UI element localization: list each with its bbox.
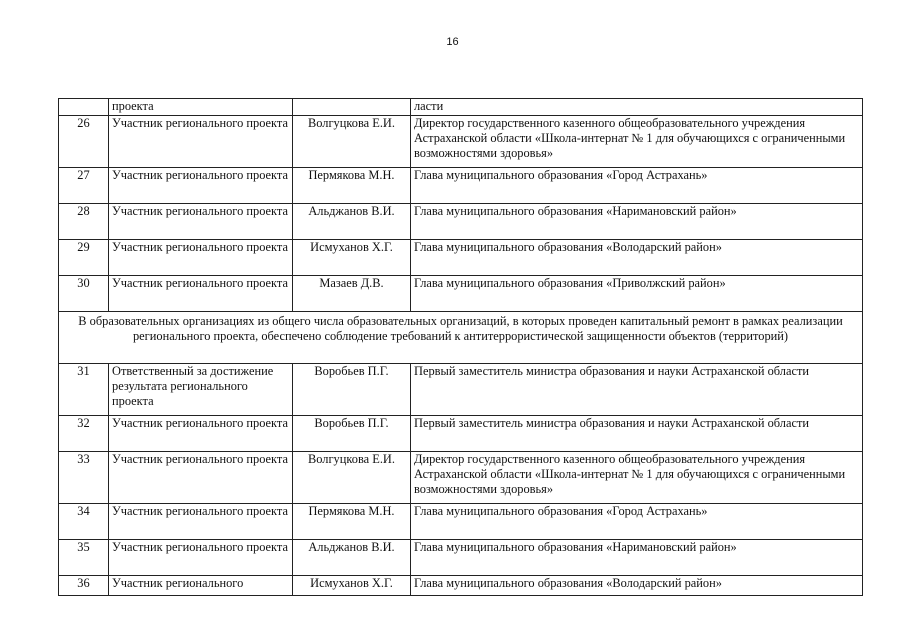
row-role: Участник регионального проекта [109, 504, 293, 540]
row-number: 31 [59, 364, 109, 416]
row-name: Альджанов В.И. [293, 204, 411, 240]
row-number: 33 [59, 452, 109, 504]
row-name: Воробьев П.Г. [293, 364, 411, 416]
row-number: 30 [59, 276, 109, 312]
row-role: Участник регионального проекта [109, 416, 293, 452]
table-row [59, 276, 863, 312]
table-row [59, 364, 863, 416]
row-role: Участник регионального проекта [109, 116, 293, 168]
table-row [59, 168, 863, 204]
section-heading-row [59, 312, 863, 364]
row-number: 29 [59, 240, 109, 276]
row-number: 34 [59, 504, 109, 540]
row-role: Участник регионального [109, 576, 293, 596]
table-row [59, 204, 863, 240]
row-name: Мазаев Д.В. [293, 276, 411, 312]
table-row [59, 116, 863, 168]
row-number: 32 [59, 416, 109, 452]
row-number: 28 [59, 204, 109, 240]
table-row [59, 504, 863, 540]
row-role: Участник регионального проекта [109, 540, 293, 576]
row-role: Участник регионального проекта [109, 452, 293, 504]
row-name: Пермякова М.Н. [293, 168, 411, 204]
row-name: Пермякова М.Н. [293, 504, 411, 540]
table-row [59, 240, 863, 276]
row-name: Альджанов В.И. [293, 540, 411, 576]
row-position: Директор государственного казенного общеобразовательного учреждения Астраханской области «Школа-интернат № 1 для обучающихся с ограниченными возможностями здоровья» [411, 452, 863, 504]
row-number [59, 99, 109, 116]
row-name: Исмуханов Х.Г. [293, 576, 411, 596]
row-number: 36 [59, 576, 109, 596]
row-role: Участник регионального проекта [109, 168, 293, 204]
table-row [59, 576, 863, 596]
row-role: Участник регионального проекта [109, 276, 293, 312]
row-position: Первый заместитель министра образования и науки Астраханской области [411, 364, 863, 416]
row-number: 27 [59, 168, 109, 204]
responsibility-table [58, 98, 863, 596]
row-number: 35 [59, 540, 109, 576]
section-heading: В образовательных организациях из общего числа образовательных организаций, в которых проведен капитальный ремонт в рамках реализации регионального проекта, обеспечено соблюдение требований к антитеррористической защищенности объектов (территорий) [59, 312, 863, 364]
row-role: Участник регионального проекта [109, 204, 293, 240]
row-position: Глава муниципального образования «Володарский район» [411, 576, 863, 596]
row-role: Участник регионального проекта [109, 240, 293, 276]
table-row [59, 99, 863, 116]
row-position: Глава муниципального образования «Приволжский район» [411, 276, 863, 312]
row-name: Воробьев П.Г. [293, 416, 411, 452]
page-number: 16 [446, 36, 459, 48]
row-name: Волгуцкова Е.И. [293, 116, 411, 168]
row-position: Первый заместитель министра образования и науки Астраханской области [411, 416, 863, 452]
table-row [59, 540, 863, 576]
row-position: Глава муниципального образования «Город Астрахань» [411, 168, 863, 204]
row-number: 26 [59, 116, 109, 168]
row-position: Директор государственного казенного общеобразовательного учреждения Астраханской области «Школа-интернат № 1 для обучающихся с ограниченными возможностями здоровья» [411, 116, 863, 168]
table-row [59, 416, 863, 452]
row-position: ласти [411, 99, 863, 116]
row-position: Глава муниципального образования «Наримановский район» [411, 540, 863, 576]
row-name [293, 99, 411, 116]
row-position: Глава муниципального образования «Володарский район» [411, 240, 863, 276]
row-name: Волгуцкова Е.И. [293, 452, 411, 504]
row-role: Ответственный за достижение результата регионального проекта [109, 364, 293, 416]
row-role: проекта [109, 99, 293, 116]
table-row [59, 452, 863, 504]
row-name: Исмуханов Х.Г. [293, 240, 411, 276]
row-position: Глава муниципального образования «Наримановский район» [411, 204, 863, 240]
row-position: Глава муниципального образования «Город Астрахань» [411, 504, 863, 540]
